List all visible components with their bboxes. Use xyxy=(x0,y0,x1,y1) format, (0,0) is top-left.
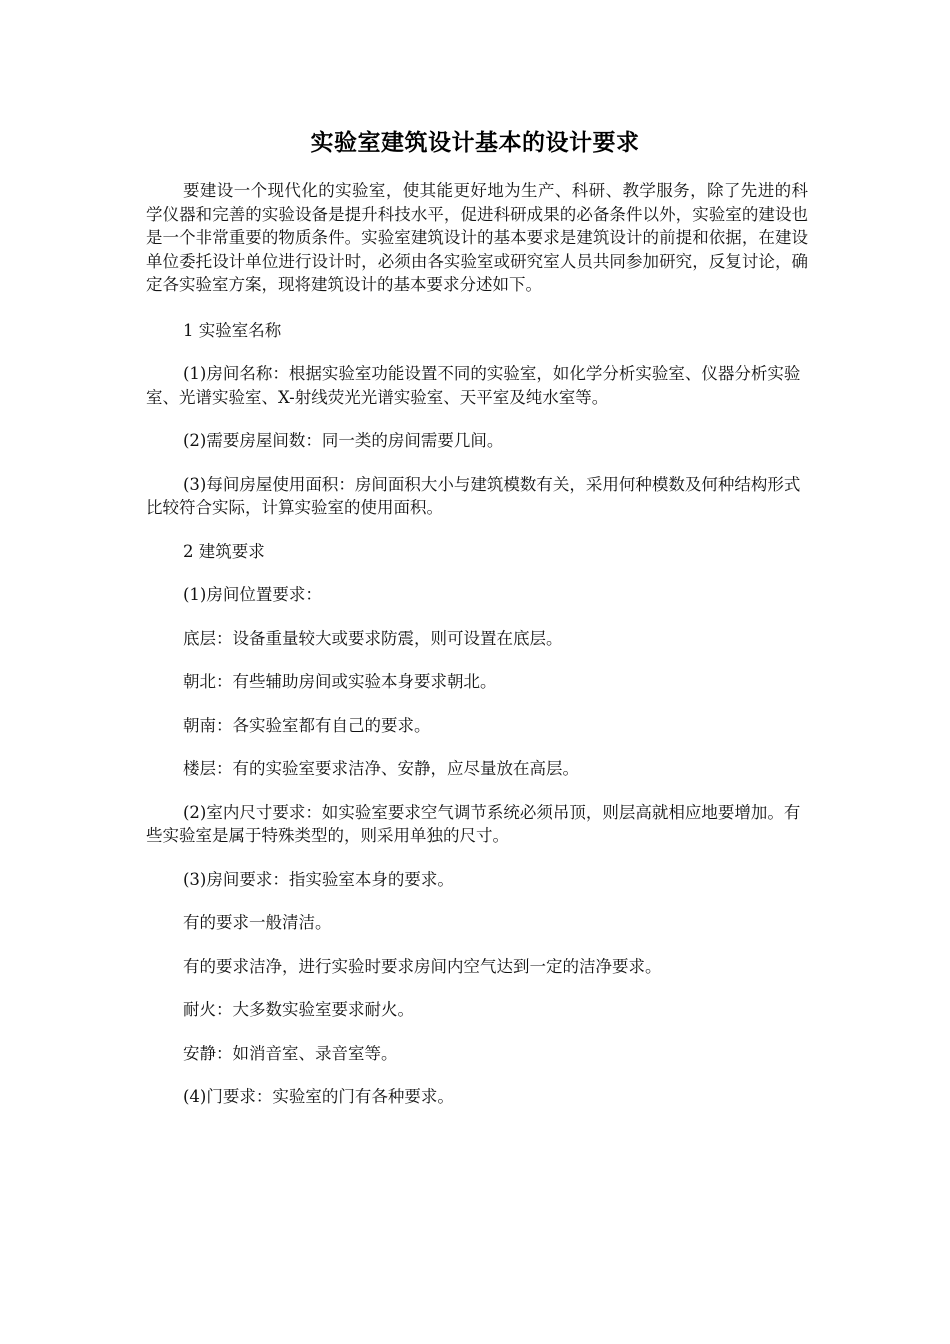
intro-paragraph: 要建设一个现代化的实验室，使其能更好地为生产、科研、教学服务，除了先进的科学仪器和完善的实验设备是提升科技水平，促进科研成果的必备条件以外，实验室的建设也是一个非常重要的物质条件。实验室建筑设计的基本要求是建筑设计的前提和依据，在建设单位委托设计单位进行设计时，必须由各实验室或研究室人员共同参加研究，反复讨论，确定各实验室方案，现将建筑设计的基本要求分述如下。 xyxy=(146,181,808,294)
section-heading-2: 2 建筑要求 xyxy=(183,541,265,561)
paragraph-north-facing: 朝北：有些辅助房间或实验本身要求朝北。 xyxy=(183,672,497,691)
page-title: 实验室建筑设计基本的设计要求 xyxy=(310,129,640,156)
paragraph-room-name: (1)房间名称：根据实验室功能设置不同的实验室，如化学分析实验室、仪器分析实验室、光谱实验室、X-射线荧光光谱实验室、天平室及纯水室等。 xyxy=(146,364,801,407)
paragraph-room-location: (1)房间位置要求： xyxy=(183,585,322,604)
paragraph-clean-room: 有的要求洁净，进行实验时要求房间内空气达到一定的洁净要求。 xyxy=(183,956,662,976)
paragraph-general-clean: 有的要求一般清洁。 xyxy=(183,913,332,932)
paragraph-upper-floor: 楼层：有的实验室要求洁净、安静，应尽量放在高层。 xyxy=(183,759,579,778)
paragraph-room-requirements: (3)房间要求：指实验室本身的要求。 xyxy=(183,869,454,889)
paragraph-indoor-size: (2)室内尺寸要求：如实验室要求空气调节系统必须吊顶，则层高就相应地要增加。有些实验室是属于特殊类型的，则采用单独的尺寸。 xyxy=(146,802,801,845)
paragraph-ground-floor: 底层：设备重量较大或要求防震，则可设置在底层。 xyxy=(183,628,563,648)
paragraph-door-requirements: (4)门要求：实验室的门有各种要求。 xyxy=(183,1087,454,1106)
section-heading-1: 1 实验室名称 xyxy=(183,320,282,340)
paragraph-south-facing: 朝南：各实验室都有自己的要求。 xyxy=(183,715,431,735)
paragraph-room-area: (3)每间房屋使用面积：房间面积大小与建筑模数有关，采用何种模数及何种结构形式比较符合实际，计算实验室的使用面积。 xyxy=(146,474,801,517)
document-body xyxy=(146,179,808,1129)
paragraph-quiet: 安静：如消音室、录音室等。 xyxy=(183,1043,398,1063)
paragraph-room-count: (2)需要房屋间数：同一类的房间需要几间。 xyxy=(183,431,504,450)
paragraph-fireproof: 耐火：大多数实验室要求耐火。 xyxy=(183,1000,414,1019)
